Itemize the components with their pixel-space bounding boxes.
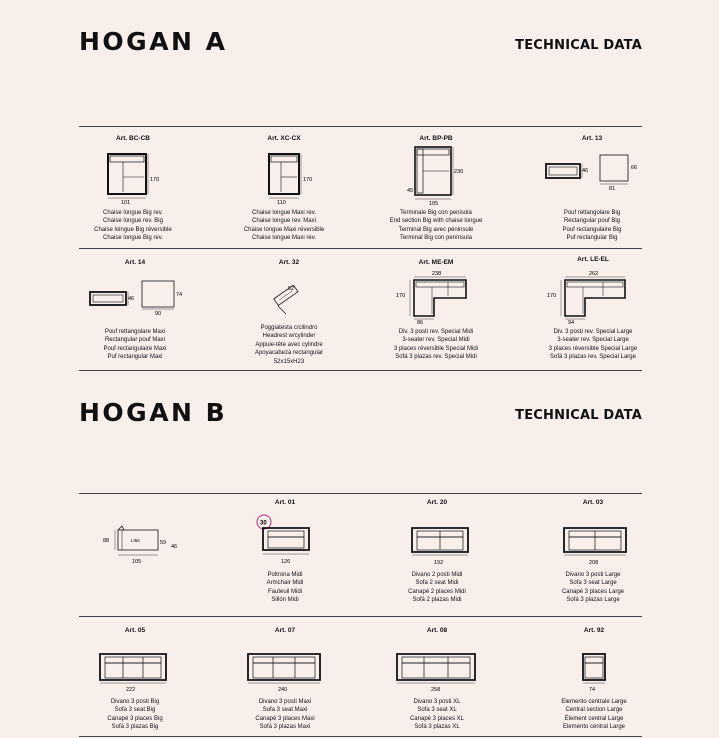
article-code: Art. 05 [124, 627, 146, 634]
pouf-drawing [85, 278, 195, 318]
description: Poltrona Midi Armchair Midi Fauteuil Midi Sillón Midi [266, 572, 304, 604]
central-section-drawing [574, 650, 614, 695]
description: Chaise longue Maxi rev. Chaise longue rev. Maxi Chaise longue Maxi réversible Chaise longue Maxi rev. [243, 210, 325, 242]
dim-label: 110 [277, 200, 286, 206]
dim-label: LI56 [131, 538, 140, 543]
dim-label: 240 [278, 687, 288, 693]
divider [79, 493, 642, 494]
article-code: Art. 14 [124, 259, 146, 266]
article-code: Art. LE-EL [577, 256, 609, 263]
headrest-drawing [264, 276, 314, 321]
dim-label: 192 [434, 560, 444, 566]
description: Divano 2 posti Midi Sofa 2 seat Midi Canapé 2 places Midi Sofá 2 plazas Midi [408, 572, 466, 604]
dim-label: 46 [582, 168, 589, 174]
article-code: Art. BC-CB [116, 135, 150, 142]
article-code: Art. ME-EM [418, 259, 454, 266]
dim-label: 238 [432, 271, 442, 277]
technical-data-label: TECHNICAL DATA [515, 38, 642, 53]
dim-label: 46 [128, 296, 135, 302]
article-code: Art. 92 [583, 627, 605, 634]
sofa-2-seat-drawing [402, 522, 482, 567]
description: Divano 3 posti Large Sofa 3 seat Large Canapé 3 places Large Sofá 3 plazas Large [561, 572, 625, 604]
dim-label: 46 [171, 544, 178, 550]
article-code: Art. 13 [581, 135, 603, 142]
description: Pouf rettangolare Maxi Rectangular pouf Maxi Pouf rectangulaire Maxi Puf rectangular Maxi [103, 329, 167, 361]
article-code: Art. 08 [426, 627, 448, 634]
article-code: Art. 03 [582, 499, 604, 506]
dim-label: 170 [150, 177, 160, 183]
dim-label: 258 [431, 687, 441, 693]
chaise-longue-drawing [103, 152, 173, 207]
divider [79, 126, 642, 127]
dim-label: 66 [631, 165, 638, 171]
armchair-drawing [255, 512, 325, 567]
dim-label: 90 [155, 311, 162, 317]
dim-label: 86 [417, 320, 424, 326]
badge-label: 30 [260, 520, 267, 527]
description: Terminale Big con penisola End section Big with chaise longue Terminal Big avec péninsule Terminal Big con península [389, 210, 483, 242]
pouf-drawing [542, 152, 652, 192]
section-title-hogan-a: HOGAN A [79, 27, 228, 56]
description: Elemento centrale Large Central section Large Élement central Large Elemento central Large [561, 699, 627, 731]
dim-label: 170 [303, 177, 313, 183]
sofa-3-seat-drawing [395, 650, 480, 695]
section-title-hogan-b: HOGAN B [79, 398, 228, 427]
sofa-3-seat-drawing [558, 522, 638, 567]
description: Div. 3 posti rev. Special Large 3-seater rev. Special Large 3 places réversible Special Large Sofá 3 plazas rev. Special Large [548, 329, 638, 361]
dim-label: 222 [126, 687, 136, 693]
divider [79, 616, 642, 617]
description: Poggiatesta c/cilindro Headrest w/cylinder Appuie-tête avec cylindre Apoyacabeza rectangular 52x15xH23 [254, 325, 324, 365]
dim-label: 230 [454, 169, 464, 175]
article-code: Art. 32 [278, 259, 300, 266]
dim-label: 105 [429, 201, 439, 207]
dim-label: 74 [176, 292, 183, 298]
description: Div. 3 posti rev. Special Midi 3-seater rev. Special Midi 3 places réversible Special Midi Sofá 3 plazas rev. Special Midi [393, 329, 479, 361]
dim-label: 101 [121, 200, 131, 206]
sectional-sofa-drawing [386, 266, 496, 326]
chaise-longue-drawing [254, 152, 324, 207]
description: Divano 3 posti Big Sofa 3 seat Big Canapé 3 places Big Sofá 3 plazas Big [107, 699, 163, 731]
description: Pouf rettangolare Big Rectangular pouf Big Pouf rectangulaire Big Puf rectangular Big [562, 210, 622, 242]
article-code: Art. 07 [274, 627, 296, 634]
article-code: Art. BP-PB [419, 135, 453, 142]
sofa-3-seat-drawing [245, 650, 325, 695]
technical-data-label: TECHNICAL DATA [515, 408, 642, 423]
dim-label: 52 [288, 286, 295, 292]
dim-label: 81 [609, 186, 616, 192]
divider [79, 736, 642, 737]
terminal-drawing [406, 145, 476, 210]
dim-label: 45 [407, 188, 414, 194]
article-code: Art. 01 [274, 499, 296, 506]
dim-label: 59 [160, 540, 167, 546]
dim-label: 88 [103, 538, 110, 544]
sectional-sofa-drawing [541, 266, 656, 326]
dim-label: 170 [547, 293, 557, 299]
sofa-3-seat-drawing [95, 650, 175, 695]
dim-label: 105 [132, 559, 142, 565]
description: Divano 3 posti XL Sofa 3 seat XL Canapé 3 places XL Sofá 3 plazas XL [409, 699, 465, 731]
description: Chaise longue Big rev. Chaise longue rev. Big Chaise loingue Big réversible Chaise longue Big rev. [94, 210, 172, 242]
dim-label: 126 [281, 559, 291, 565]
dim-label: 74 [589, 687, 596, 693]
dim-label: 94 [568, 320, 575, 326]
dim-label: 170 [396, 293, 406, 299]
article-code: Art. XC-CX [267, 135, 301, 142]
dim-label: 262 [589, 271, 599, 277]
description: Divano 3 posti Maxi Sofa 3 seat Maxi Canapé 3 places Maxi Sofá 3 plazas Maxi [255, 699, 315, 731]
dim-label: 208 [589, 560, 599, 566]
article-code: Art. 20 [426, 499, 448, 506]
divider [79, 370, 642, 371]
divider [79, 248, 642, 249]
cushion-drawing [98, 520, 178, 570]
